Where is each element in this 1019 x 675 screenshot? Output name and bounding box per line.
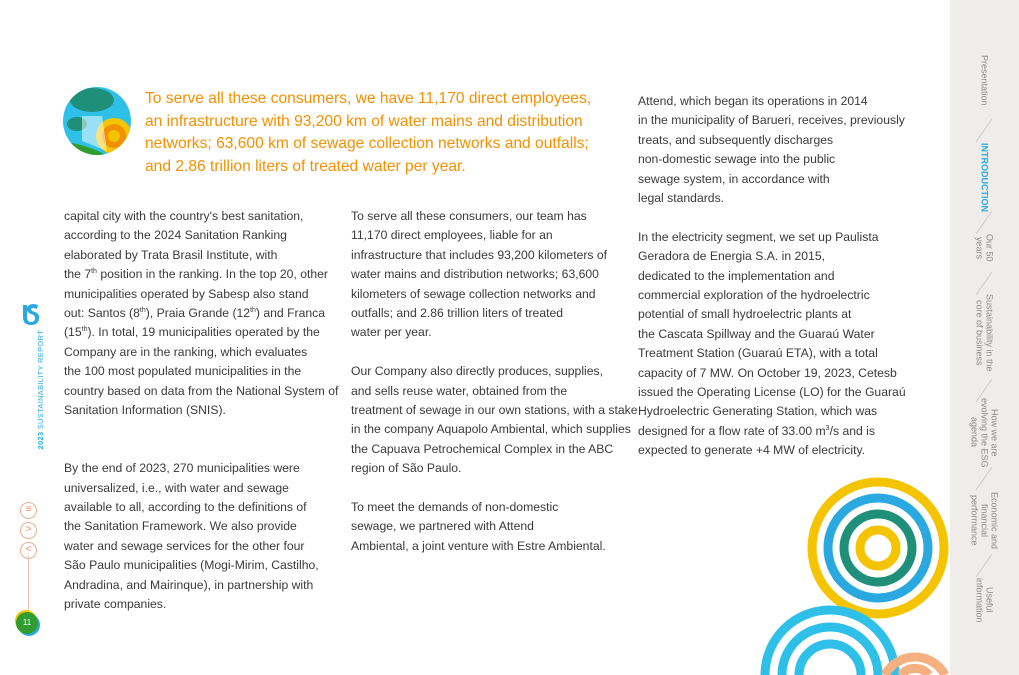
text-line: outfalls; and 2.86 trillion liters of treated <box>351 306 564 321</box>
decorative-circles <box>760 450 950 675</box>
text-line: São Paulo municipalities (Mogi-Mirim, Castilho, <box>64 558 319 573</box>
text-line: infrastructure that includes 93,200 kilometers of <box>351 247 608 262</box>
text-column-2 <box>351 207 636 556</box>
text-line: Andradina, and Mairinque), in partnership with <box>64 577 314 592</box>
text-line: capital city with the country's best sanitation, <box>64 209 304 223</box>
text-line: water mains and distribution networks; 63,600 <box>351 267 599 282</box>
text-line: potential of small hydroelectric plants at <box>638 307 852 322</box>
text-line: Company are in the ranking, which evaluates <box>64 344 308 359</box>
text-line: To serve all these consumers, our team has <box>351 209 587 223</box>
highlight-line: and 2.86 trillion liters of treated water per year. <box>145 157 466 175</box>
deco-arc <box>799 644 861 675</box>
deco-ring <box>860 530 896 566</box>
left-sidebar <box>0 0 60 675</box>
text-line: water and sewage services for the other four <box>64 538 305 553</box>
nav-economic-performance[interactable]: Economic and financial performance <box>969 491 1000 550</box>
text-line: out: Santos (8th), Praia Grande (12th) and Franca <box>64 306 326 321</box>
text-line: water per year. <box>351 325 432 340</box>
text-line: kilometers of sewage collection networks and <box>351 286 596 301</box>
highlight-line: networks; 63,600 km of sewage collection networks and outfalls; <box>145 135 589 153</box>
page-number: 11 <box>16 612 38 634</box>
highlight-quote <box>145 88 591 178</box>
text-line: municipalities operated by Sabesp also stand <box>64 286 309 301</box>
text-line: in the municipality of Barueri, receives, previously <box>638 113 905 128</box>
text-line: and sells reuse water, obtained from the <box>351 383 568 398</box>
globe-illustration <box>62 86 132 156</box>
text-line: private companies. <box>64 597 167 612</box>
highlight-line: an infrastructure with 93,200 km of water mains and distribution <box>145 112 583 130</box>
text-line: capacity of 7 MW. On October 19, 2023, Cetesb <box>638 365 897 380</box>
menu-button[interactable]: ≡ <box>20 502 37 519</box>
text-line: In the electricity segment, we set up Paulista <box>638 229 879 244</box>
text-line: the Capuava Petrochemical Complex in the ABC <box>351 441 614 456</box>
text-line: the 100 most populated municipalities in the <box>64 364 302 379</box>
section-nav <box>950 0 1019 675</box>
text-line: Treatment Station (Guaraú ETA), with a total <box>638 346 878 361</box>
sabesp-logo <box>20 303 40 325</box>
text-line: To meet the demands of non-domestic <box>351 500 559 515</box>
text-column-1 <box>64 207 349 615</box>
text-line: dedicated to the implementation and <box>638 268 835 283</box>
nav-presentation[interactable]: Presentation <box>979 54 990 106</box>
text-line: sewage, we partnered with Attend <box>351 519 534 534</box>
text-line: Sanitation Information (SNIS). <box>64 403 226 418</box>
divider <box>28 556 29 611</box>
text-line: legal standards. <box>638 191 725 206</box>
prev-page-button[interactable]: < <box>20 542 37 559</box>
deco-arc <box>901 668 929 675</box>
text-line: universalized, i.e., with water and sewage <box>64 480 289 495</box>
text-line: non-domestic sewage into the public <box>638 152 836 167</box>
nav-introduction[interactable]: INTRODUCTION <box>979 143 990 212</box>
text-line: according to the 2024 Sanitation Ranking <box>64 228 287 243</box>
text-line: commercial exploration of the hydroelectric <box>638 288 870 303</box>
text-line: 11,170 direct employees, liable for an <box>351 228 553 243</box>
text-line: (15th). In total, 19 municipalities operated by the <box>64 325 320 340</box>
text-line: Attend, which began its operations in 2014 <box>638 94 868 108</box>
text-column-3 <box>638 92 923 461</box>
text-line: the Cascata Spillway and the Guaraú Water <box>638 326 875 341</box>
text-line: the Sanitation Framework. We also provide <box>64 519 297 534</box>
nav-useful-information[interactable]: Useful information <box>974 577 995 623</box>
deco-ring <box>844 514 912 582</box>
text-line: Our Company also directly produces, supplies, <box>351 364 603 379</box>
next-page-button[interactable]: > <box>20 522 37 539</box>
text-line: By the end of 2023, 270 municipalities were <box>64 461 300 476</box>
text-line: treats, and subsequently discharges <box>638 132 834 147</box>
highlight-line: To serve all these consumers, we have 11,170 direct employees, <box>145 90 592 107</box>
text-line: issued the Operating License (LO) for the Guaraú <box>638 385 906 400</box>
nav-our-50-years[interactable]: Our 50 years <box>974 234 995 262</box>
report-label: 2023 SUSTAINABILITY REPORT <box>36 330 45 450</box>
text-line: Ambiental, a joint venture with Estre Ambiental. <box>351 538 606 553</box>
text-line: designed for a flow rate of 33.00 $m^3/s$ and is <box>638 423 875 438</box>
text-line: the 7th position in the ranking. In the top 20, other <box>64 267 328 282</box>
text-line: available to all, according to the definitions of <box>64 500 307 515</box>
text-line: region of São Paulo. <box>351 461 462 476</box>
nav-esg-agenda[interactable]: How we are evolving the ESG agenda <box>969 397 1000 468</box>
text-line: Geradora de Energia S.A. in 2015, <box>638 249 825 264</box>
text-line: treatment of sewage in our own stations, with a stake <box>351 403 638 418</box>
text-line: elaborated by Trata Brasil Institute, with <box>64 247 278 262</box>
text-line: country based on data from the National System of <box>64 383 339 398</box>
text-line: sewage system, in accordance with <box>638 171 830 186</box>
nav-sustainability[interactable]: Sustainability in the core of business <box>974 294 995 372</box>
text-line: in the company Aquapolo Ambiental, which supplies <box>351 422 631 437</box>
text-line: expected to generate +4 MW of electricity. <box>638 443 866 458</box>
text-line: Hydroelectric Generating Station, which was <box>638 404 878 419</box>
